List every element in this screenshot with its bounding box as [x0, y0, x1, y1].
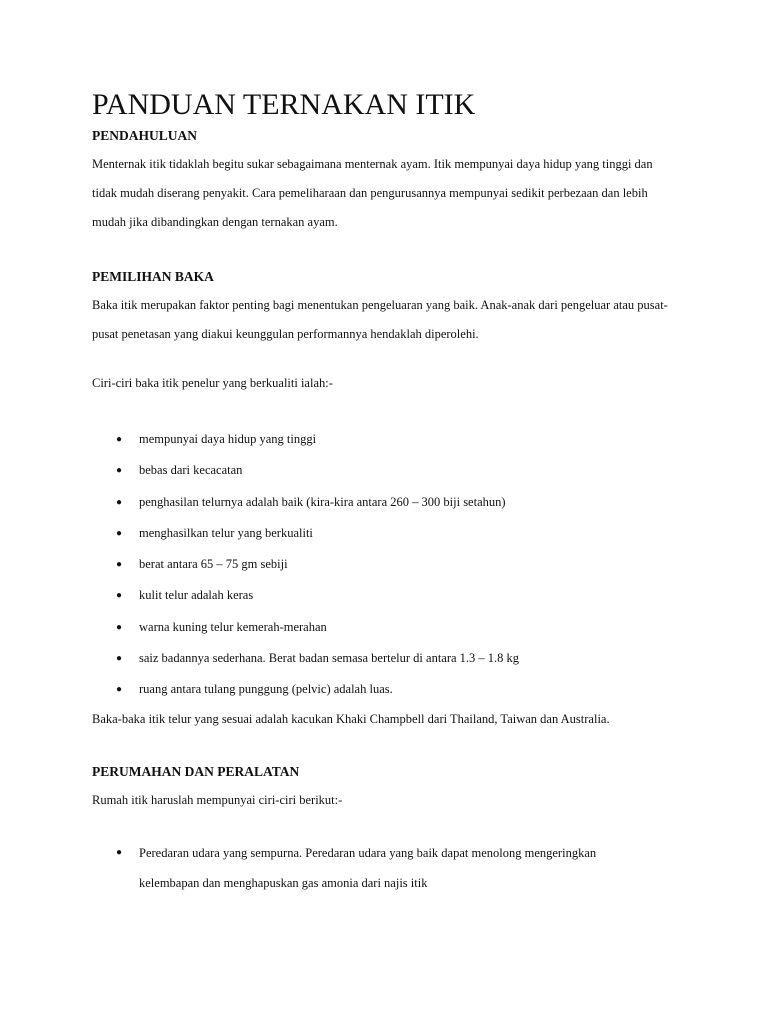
list-item	[92, 674, 692, 705]
list-item	[92, 580, 692, 611]
document-title: PANDUAN TERNAKAN ITIK	[92, 88, 476, 121]
list-item-text: saiz badannya sederhana. Berat badan semasa bertelur di antara 1.3 – 1.8 kg	[139, 651, 520, 666]
list-item-text: kulit telur adalah keras	[139, 588, 254, 603]
section-heading-pemilihan-baka: PEMILIHAN BAKA	[92, 269, 214, 284]
list-item	[92, 612, 692, 643]
section-closing-pemilihan-baka: Baka-baka itik telur yang sesuai adalah kacukan Khaki Champbell dari Thailand, Taiwan dan Australia.	[92, 712, 610, 726]
section-paragraph-pemilihan-baka: Baka itik merupakan faktor penting bagi menentukan pengeluaran yang baik. Anak-anak dari pengeluar atau pusat-pusat penetasan yang diakui keunggulan performannya hendaklah diperolehi.	[92, 298, 668, 341]
list-item-text: berat antara 65 – 75 gm sebiji	[139, 557, 288, 572]
list-item	[92, 838, 659, 898]
list-item	[92, 518, 692, 549]
bullet-icon: ●	[116, 527, 123, 539]
list-item-text: mempunyai daya hidup yang tinggi	[139, 432, 317, 446]
list-item-text: bebas dari kecacatan	[139, 463, 243, 478]
section-paragraph-pendahuluan: Menternak itik tidaklah begitu sukar sebagaimana menternak ayam. Itik mempunyai daya hidup yang tinggi dan tidak mudah diserang penyakit. Cara pemeliharaan dan pengurusannya mempunyai sedikit perbezaan dan lebih mudah jika dibandingkan dengan ternakan ayam.	[92, 157, 653, 229]
list-item	[92, 424, 692, 455]
bullet-icon: ●	[116, 434, 123, 445]
bullet-icon: ●	[116, 590, 123, 602]
list-item-text: penghasilan telurnya adalah baik (kira-kira antara 260 – 300 biji setahun)	[139, 494, 506, 509]
bullet-icon: ●	[116, 621, 123, 633]
bullet-icon: ●	[116, 496, 123, 508]
list-item	[92, 549, 692, 580]
list-item	[92, 455, 692, 486]
list-item-text: menghasilkan telur yang berkualiti	[139, 525, 313, 540]
list-item	[92, 487, 692, 518]
section-heading-perumahan: PERUMAHAN DAN PERALATAN	[92, 764, 300, 779]
section-heading-pendahuluan: PENDAHULUAN	[92, 128, 198, 143]
list-item-text: warna kuning telur kemerah-merahan	[139, 619, 327, 634]
bullet-icon: ●	[116, 465, 123, 477]
bullet-icon: ●	[116, 653, 123, 665]
section-intro-pemilihan-baka: Ciri-ciri baka itik penelur yang berkualiti ialah:-	[92, 376, 333, 390]
section-intro-perumahan: Rumah itik haruslah mempunyai ciri-ciri berikut:-	[92, 793, 343, 807]
bullet-icon: ●	[116, 559, 123, 571]
bullet-list-perumahan	[92, 838, 692, 898]
bullet-list-baka	[92, 424, 692, 706]
bullet-icon: ●	[116, 684, 123, 696]
list-item-text: ruang antara tulang punggung (pelvic) adalah luas.	[139, 682, 393, 697]
bullet-icon: ●	[116, 847, 123, 858]
list-item	[92, 643, 692, 674]
list-item-text: Peredaran udara yang sempurna. Peredaran udara yang baik dapat menolong mengeringkan kelembapan dan menghapuskan gas amonia dari najis itik	[139, 846, 597, 890]
